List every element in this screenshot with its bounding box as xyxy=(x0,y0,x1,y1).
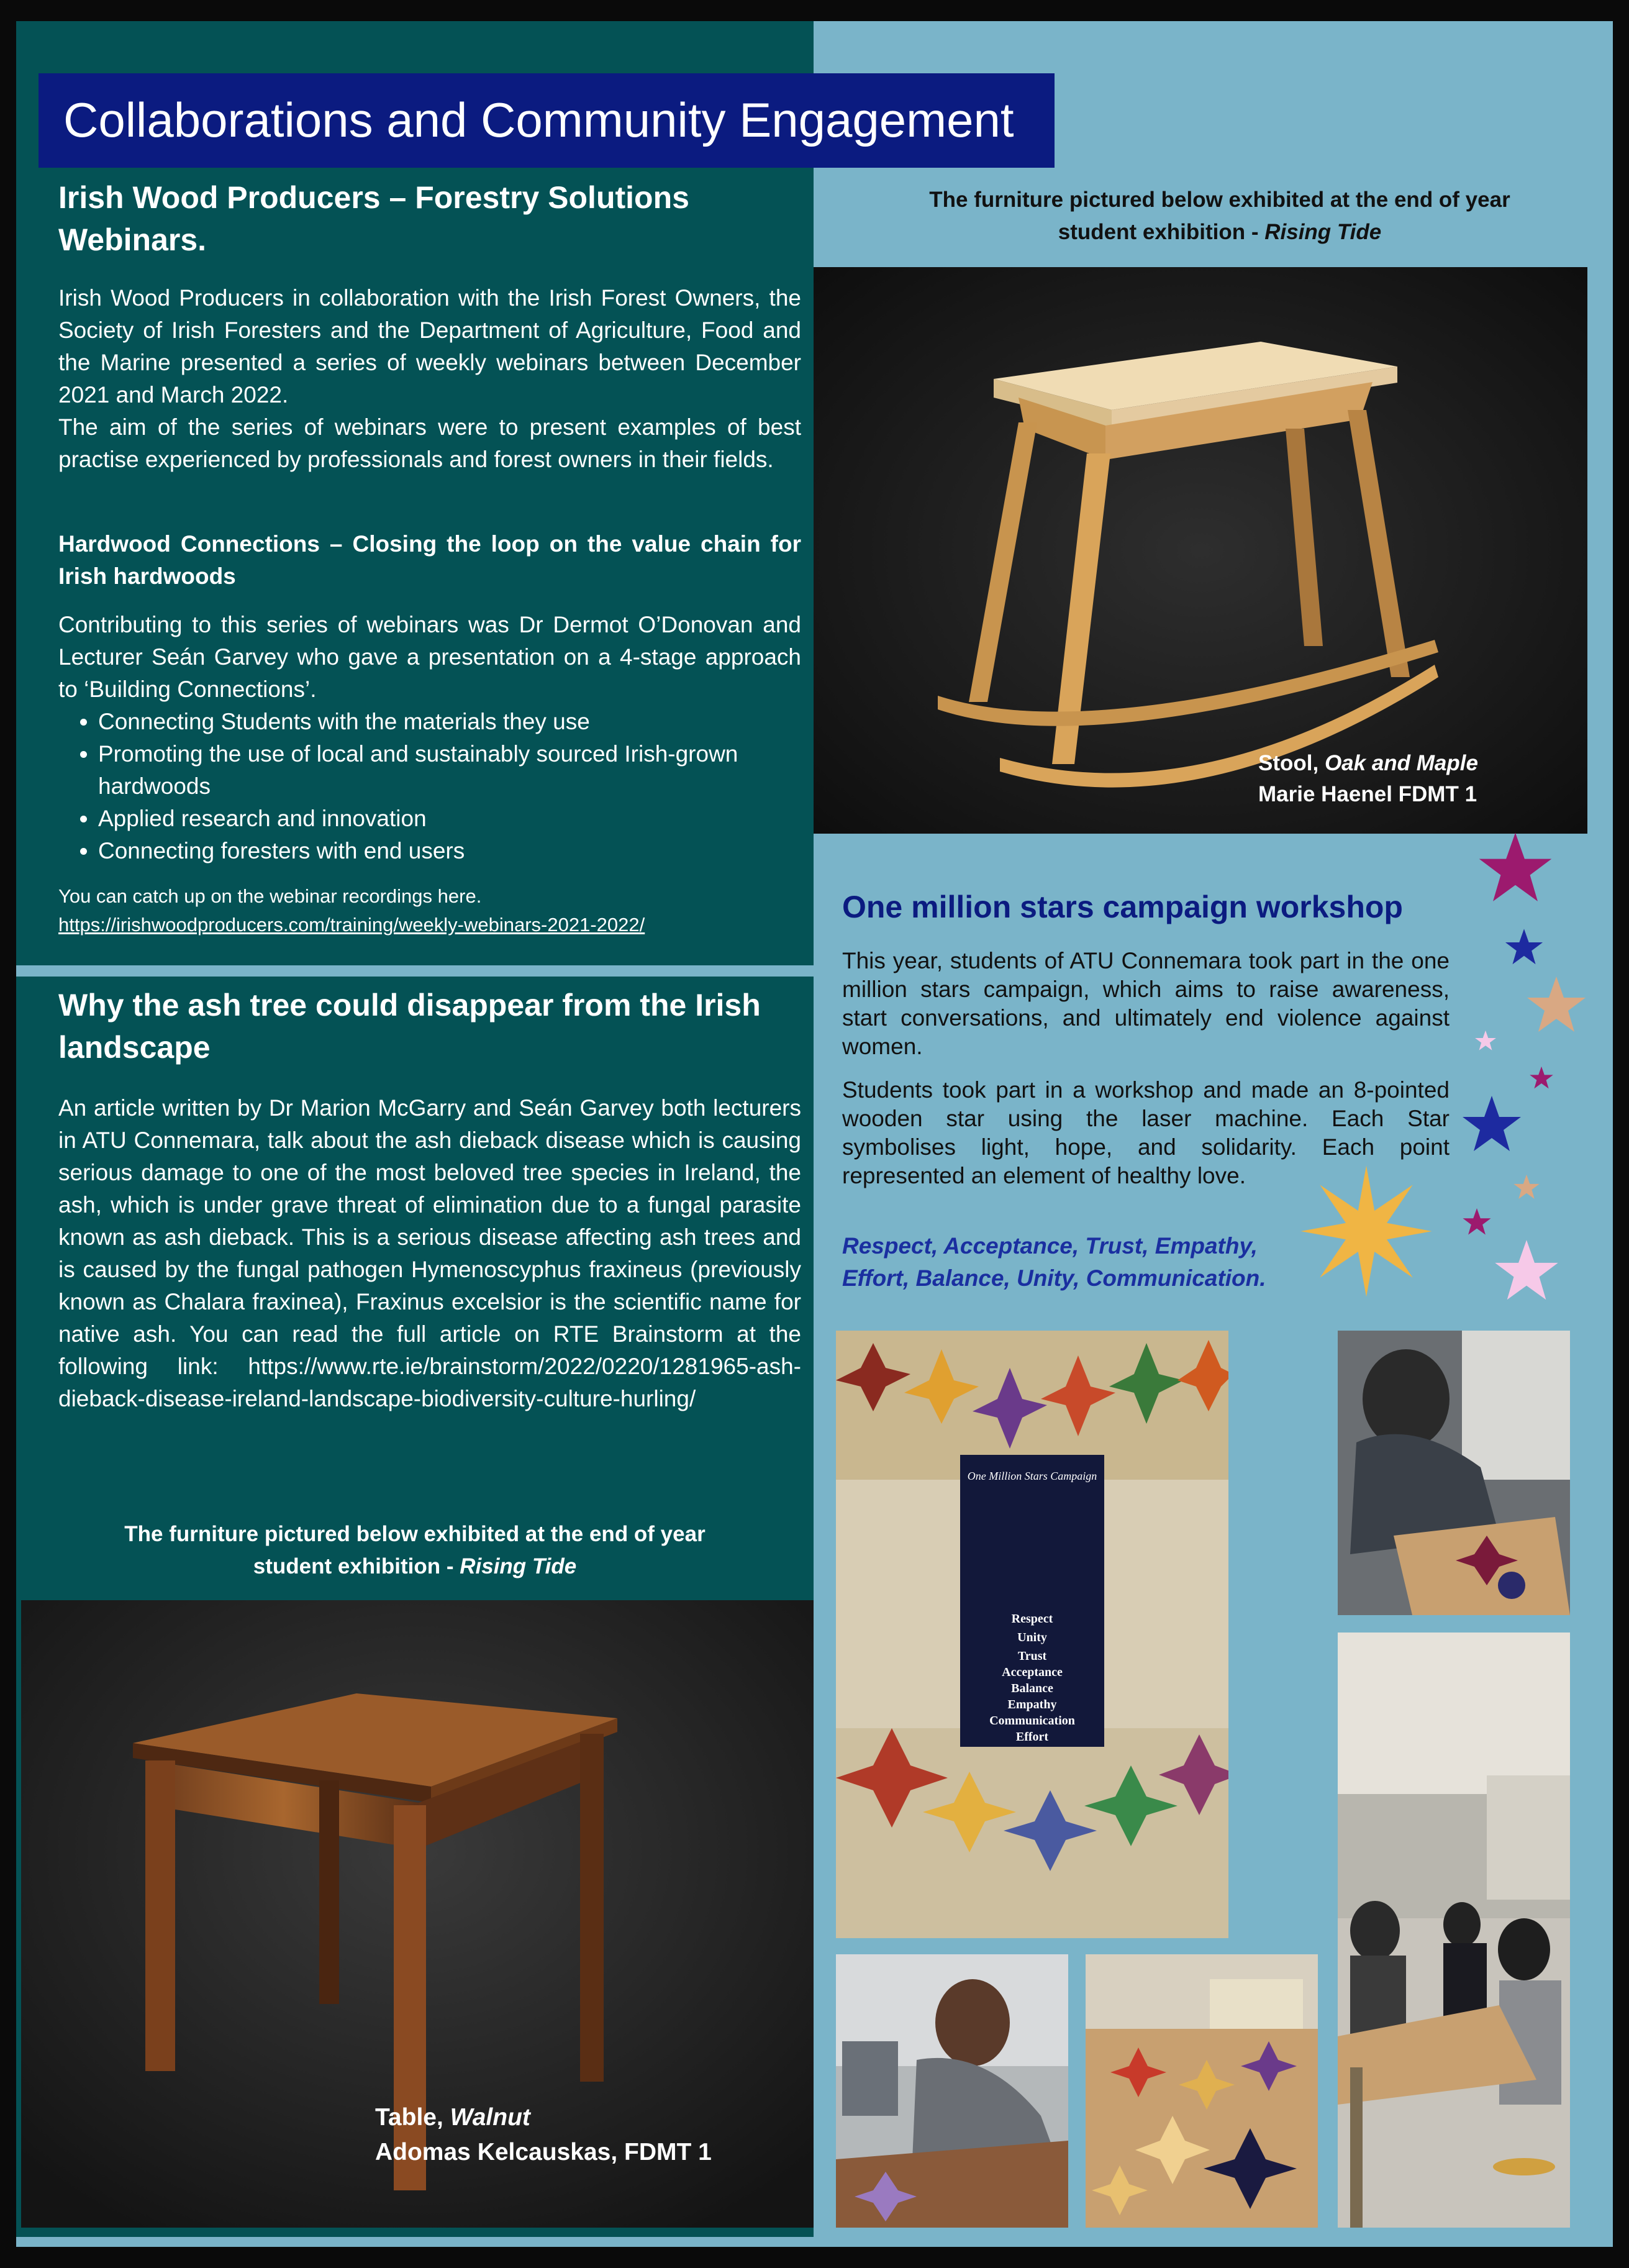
pink-star-icon xyxy=(1474,1030,1497,1052)
poster-word: Communication xyxy=(989,1714,1075,1728)
webinars-body xyxy=(58,282,801,476)
stool-maker: Marie Haenel FDMT 1 xyxy=(1258,782,1477,806)
webinars-heading: Irish Wood Producers – Forestry Solutions Webinars. xyxy=(58,180,689,257)
catchup-label: You can catch up on the webinar recordings here. xyxy=(58,885,482,907)
webinar-recordings-link[interactable]: https://irishwoodproducers.com/training/weekly-webinars-2021-2022/ xyxy=(58,914,645,936)
left-column xyxy=(16,21,814,2247)
page xyxy=(16,21,1613,2247)
list-item: • Applied research and innovation xyxy=(98,803,769,835)
poster-word: Trust xyxy=(1017,1649,1047,1663)
page-title-bar xyxy=(39,73,1055,168)
table-photo xyxy=(21,1600,814,2228)
navy-star-icon xyxy=(1504,928,1544,968)
poster-title: One Million Stars Campaign xyxy=(967,1470,1097,1482)
table-maker: Adomas Kelcauskas, FDMT 1 xyxy=(375,2139,712,2166)
table-material: Walnut xyxy=(450,2104,530,2131)
magenta-star-icon xyxy=(1462,1208,1492,1237)
stars-para-2: Students took part in a workshop and made an 8-pointed wooden star using the laser machine. Each Star symbolises light, hope, and solidarity. Each point represented an element of healthy love. xyxy=(842,1077,1450,1188)
webinars-para-1: Irish Wood Producers in collaboration with the Irish Forest Owners, the Society of Irish Foresters and the Department of Agriculture, Food and the Marine presented a series of weekly webinars between December 2021 and March 2022. xyxy=(58,285,801,408)
navy-star-icon xyxy=(1461,1095,1523,1157)
table-item-line xyxy=(375,2100,712,2135)
magenta-star-icon xyxy=(1529,1066,1554,1091)
building-connections-list xyxy=(58,706,769,867)
table-exhibit-caption xyxy=(29,1518,801,1583)
student-working-image xyxy=(1338,1331,1570,1615)
tan-star-icon xyxy=(1513,1174,1540,1201)
values-line-1: Respect, Acceptance, Trust, Empathy, xyxy=(842,1233,1258,1259)
list-item: • Connecting foresters with end users xyxy=(98,835,769,867)
workshop-photo-1 xyxy=(1338,1331,1570,1615)
workshop-photo-3 xyxy=(836,1954,1068,2228)
caption-line-2 xyxy=(29,1551,801,1583)
webinars-para-2: The aim of the series of webinars were to present examples of best practise experienced by professionals and forest owners in their fields. xyxy=(58,414,801,472)
poster-word: Effort xyxy=(1015,1730,1049,1744)
caption-line-2 xyxy=(842,216,1597,248)
stool-caption xyxy=(1258,748,1478,810)
stool-photo xyxy=(814,267,1587,834)
poster-word: Unity xyxy=(1017,1631,1047,1644)
webinars-para-3: Contributing to this series of webinars was Dr Dermot O’Donovan and Lecturer Seán Garvey who gave a presentation on a 4-stage approach to ‘Building Connections’. xyxy=(58,612,801,702)
tan-star-icon xyxy=(1525,975,1587,1037)
list-item: • Connecting Students with the materials they use xyxy=(98,706,769,738)
caption-line-1: The furniture pictured below exhibited at the end of year xyxy=(124,1522,706,1546)
student-crafting-image xyxy=(836,1954,1068,2228)
pink-star-icon xyxy=(1493,1239,1560,1306)
table-caption xyxy=(375,2100,712,2170)
poster-word: Respect xyxy=(1011,1612,1053,1626)
list-item: • Promoting the use of local and sustainably sourced Irish-grown hardwoods xyxy=(98,738,769,803)
caption-line-1: The furniture pictured below exhibited at the end of year xyxy=(929,188,1510,212)
page-title: Collaborations and Community Engagement xyxy=(63,93,1014,147)
group-workshop-image xyxy=(1338,1633,1570,2228)
stool-material: Oak and Maple xyxy=(1324,751,1478,775)
workshop-photo-4 xyxy=(1086,1954,1318,2228)
stars-on-table-image xyxy=(1086,1954,1318,2228)
poster-word: Acceptance xyxy=(1002,1665,1063,1679)
stool-item-name: Stool, xyxy=(1258,751,1325,775)
stool-exhibit-caption xyxy=(842,184,1597,248)
stars-heading: One million stars campaign workshop xyxy=(842,890,1403,924)
hardwood-subheading: Hardwood Connections – Closing the loop on the value chain for Irish hardwoods xyxy=(58,531,801,589)
poster-word: Balance xyxy=(1011,1682,1053,1695)
exhibition-name: Rising Tide xyxy=(1264,220,1382,244)
poster-photo xyxy=(836,1331,1228,1938)
table-item-name: Table, xyxy=(375,2104,450,2131)
stars-para-1: This year, students of ATU Connemara took part in the one million stars campaign, which aims to raise awareness, start conversations, and ultimately end violence against women. xyxy=(842,948,1450,1059)
ash-body: An article written by Dr Marion McGarry and Seán Garvey both lecturers in ATU Connemara, talk about the ash dieback disease which is causing serious damage to one of the most beloved tree species in Ireland, the ash, which is under grave threat of elimination due to a fungal parasite known as ash dieback. This is a serious disease affecting ash trees and is caused by the fungal pathogen Hymenoscyphus fraxineus (previously known as Chalara fraxinea), Fraxinus excelsior is the scientific name for native ash. You can read the full article on RTE Brainstorm at the following link: https://www.rte.ie/brainstorm/2022/0220/1281965-ash-dieback-disease-ireland-landscape-biodiversity-culture-hurling/ xyxy=(58,1095,801,1411)
values-line-2: Effort, Balance, Unity, Communication. xyxy=(842,1265,1266,1291)
exhibition-name: Rising Tide xyxy=(460,1554,577,1578)
stool-item-line xyxy=(1258,748,1478,779)
workshop-photo-2 xyxy=(1338,1633,1570,2228)
ash-heading: Why the ash tree could disappear from the Irish landscape xyxy=(58,988,761,1065)
stars-poster-image xyxy=(836,1331,1228,1938)
caption-line-2-text: student exhibition - xyxy=(253,1554,460,1578)
magenta-star-icon xyxy=(1477,831,1554,908)
poster-word: Empathy xyxy=(1007,1698,1057,1711)
catchup-text xyxy=(58,882,801,939)
caption-line-2-text: student exhibition - xyxy=(1058,220,1265,244)
gold-star-icon xyxy=(1298,1163,1435,1300)
healthy-love-values xyxy=(842,1230,1351,1295)
